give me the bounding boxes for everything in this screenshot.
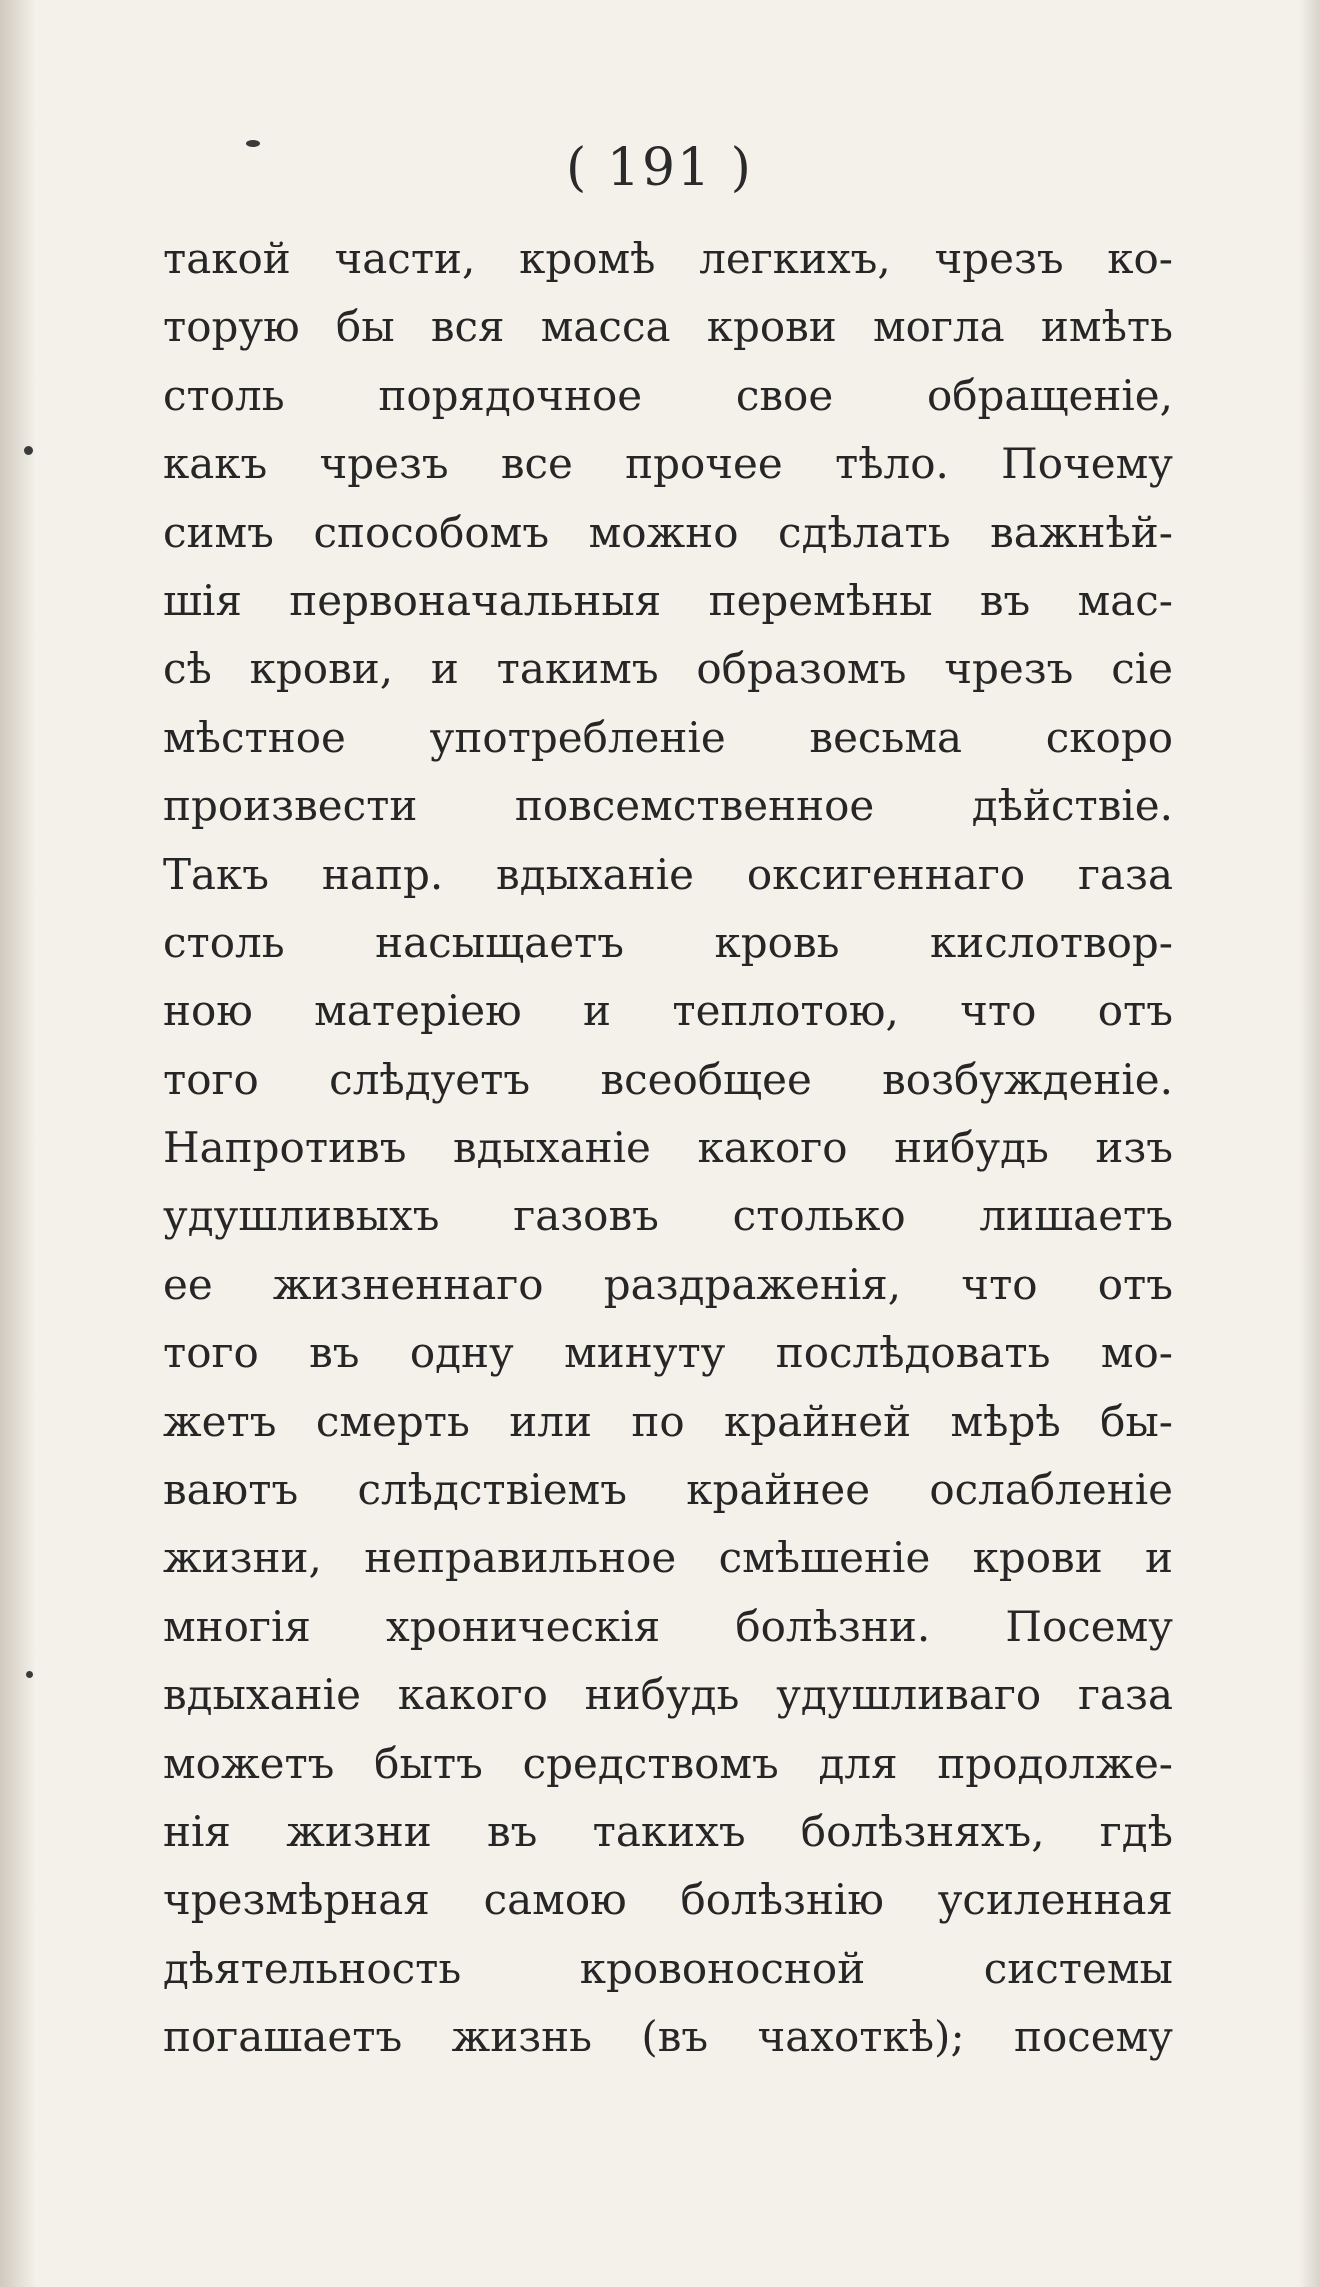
text-line: многія хроническія болѣзни. Посему (163, 1601, 1173, 1651)
text-line: какъ чрезъ все прочее тѣло. Почему (163, 439, 1173, 489)
text-line: того въ одну минуту послѣдовать мо- (163, 1328, 1173, 1378)
text-line: мѣстное употребленіе весьма скоро (163, 712, 1173, 762)
text-line: столь насыщаетъ кровь кислотвор- (163, 917, 1173, 967)
text-line: сѣ крови, и такимъ образомъ чрезъ сіе (163, 644, 1173, 694)
ink-speck (246, 140, 260, 147)
text-line: нія жизни въ такихъ болѣзняхъ, гдѣ (163, 1806, 1173, 1856)
text-line: погашаетъ жизнь (въ чахоткѣ); посему (163, 2012, 1173, 2062)
page-number: ( 191 ) (566, 138, 753, 198)
text-line: шія первоначальныя перемѣны въ мас- (163, 575, 1173, 625)
ink-speck (24, 446, 33, 455)
text-line: жизни, неправильное смѣшеніе крови и (163, 1533, 1173, 1583)
text-line: ваютъ слѣдствіемъ крайнее ослабленіе (163, 1465, 1173, 1515)
text-line: Такъ напр. вдыханіе оксигеннаго газа (163, 849, 1173, 899)
text-line: торую бы вся масса крови могла имѣть (163, 302, 1173, 352)
text-line: чрезмѣрная самою болѣзнію усиленная (163, 1875, 1173, 1925)
text-line: можетъ бытъ средствомъ для продолже- (163, 1738, 1173, 1788)
text-line: произвести повсемственное дѣйствіе. (163, 781, 1173, 831)
text-line: столь порядочное свое обращеніе, (163, 370, 1173, 420)
body-text (163, 225, 1173, 2072)
text-line: жетъ смерть или по крайней мѣрѣ бы- (163, 1396, 1173, 1446)
text-line: вдыханіе какого нибудь удушливаго газа (163, 1670, 1173, 1720)
text-line: удушливыхъ газовъ столько лишаетъ (163, 1191, 1173, 1241)
text-line: дѣятельность кровоносной системы (163, 1943, 1173, 1993)
text-line: Напротивъ вдыханіе какого нибудь изъ (163, 1123, 1173, 1173)
ink-speck (26, 1671, 33, 1678)
text-line: ною матеріею и теплотою, что отъ (163, 986, 1173, 1036)
text-line: такой части, кромѣ легкихъ, чрезъ ко- (163, 234, 1173, 283)
text-line: симъ способомъ можно сдѣлать важнѣй- (163, 507, 1173, 557)
text-line: того слѣдуетъ всеобщее возбужденіе. (163, 1054, 1173, 1104)
text-line: ее жизненнаго раздраженія, что отъ (163, 1259, 1173, 1309)
